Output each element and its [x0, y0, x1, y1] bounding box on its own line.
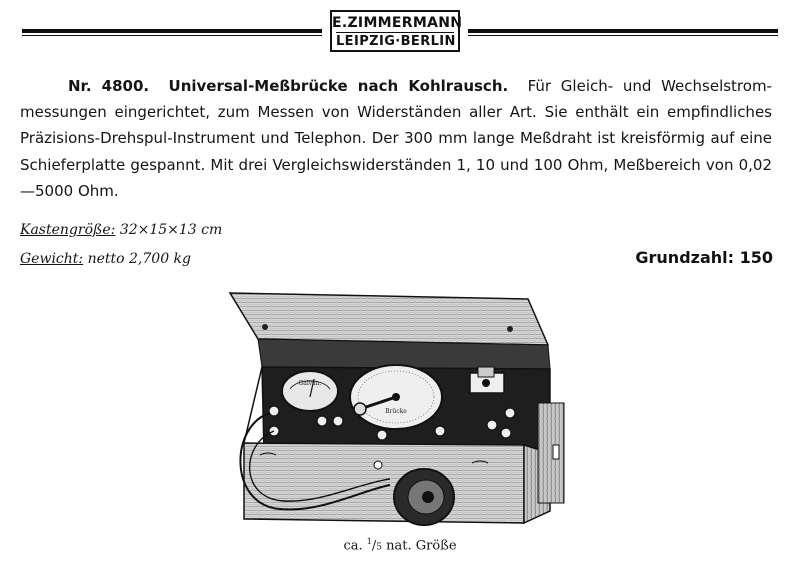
caption-suffix: nat. Größe: [381, 538, 457, 554]
weight-label: Gewicht:: [20, 251, 84, 267]
header-rule-left: [22, 29, 322, 36]
weight-value: netto 2,700 kg: [87, 251, 192, 267]
scale-caption: ca. $^1$/5 nat. Größe: [343, 537, 457, 554]
base-number: Grundzahl: 150: [635, 248, 773, 267]
logo-cities: LEIPZIG·BERLIN: [336, 34, 456, 49]
caption-fraction-denominator: 5: [376, 542, 382, 553]
product-number: Nr. 4800.: [68, 77, 150, 95]
logo-company-name: E.ZIMMERMANN: [332, 15, 463, 31]
box-size-value: 32×15×13 cm: [119, 222, 223, 238]
product-title: Universal-Meßbrücke nach Kohlrausch.: [168, 77, 509, 95]
bridge-instrument-illustration: [210, 285, 580, 535]
caption-prefix: ca.: [343, 538, 367, 554]
meter-label: Galvan.: [298, 380, 322, 387]
weight-spec: [20, 251, 191, 267]
dial-label: Brücke: [385, 408, 407, 415]
box-size-label: Kastengröße:: [20, 222, 116, 238]
bridge-dial: [350, 365, 442, 429]
header-rule-right: [468, 29, 778, 36]
box-size-spec: [20, 222, 222, 238]
box-lid: [230, 293, 550, 369]
caption-fraction-numerator: 1: [366, 537, 372, 546]
product-description: [20, 73, 772, 204]
company-logo: [330, 10, 463, 52]
product-description-text: Für Gleich- und Wechselstrom-messungen eingerichtet, zum Messen von Widerständen aller Art. Sie enthält ein empfindliches Präzisions-Drehspul-Instrument und Telephon. Der 300 mm lange Meßdraht ist kreisförmig auf eine Schieferplatte gespannt. Mit drei Vergleichswiderständen 1, 10 und 100 Ohm, Meßbereich von 0,02—5000 Ohm.: [20, 77, 772, 200]
galvanometer: [282, 371, 338, 411]
